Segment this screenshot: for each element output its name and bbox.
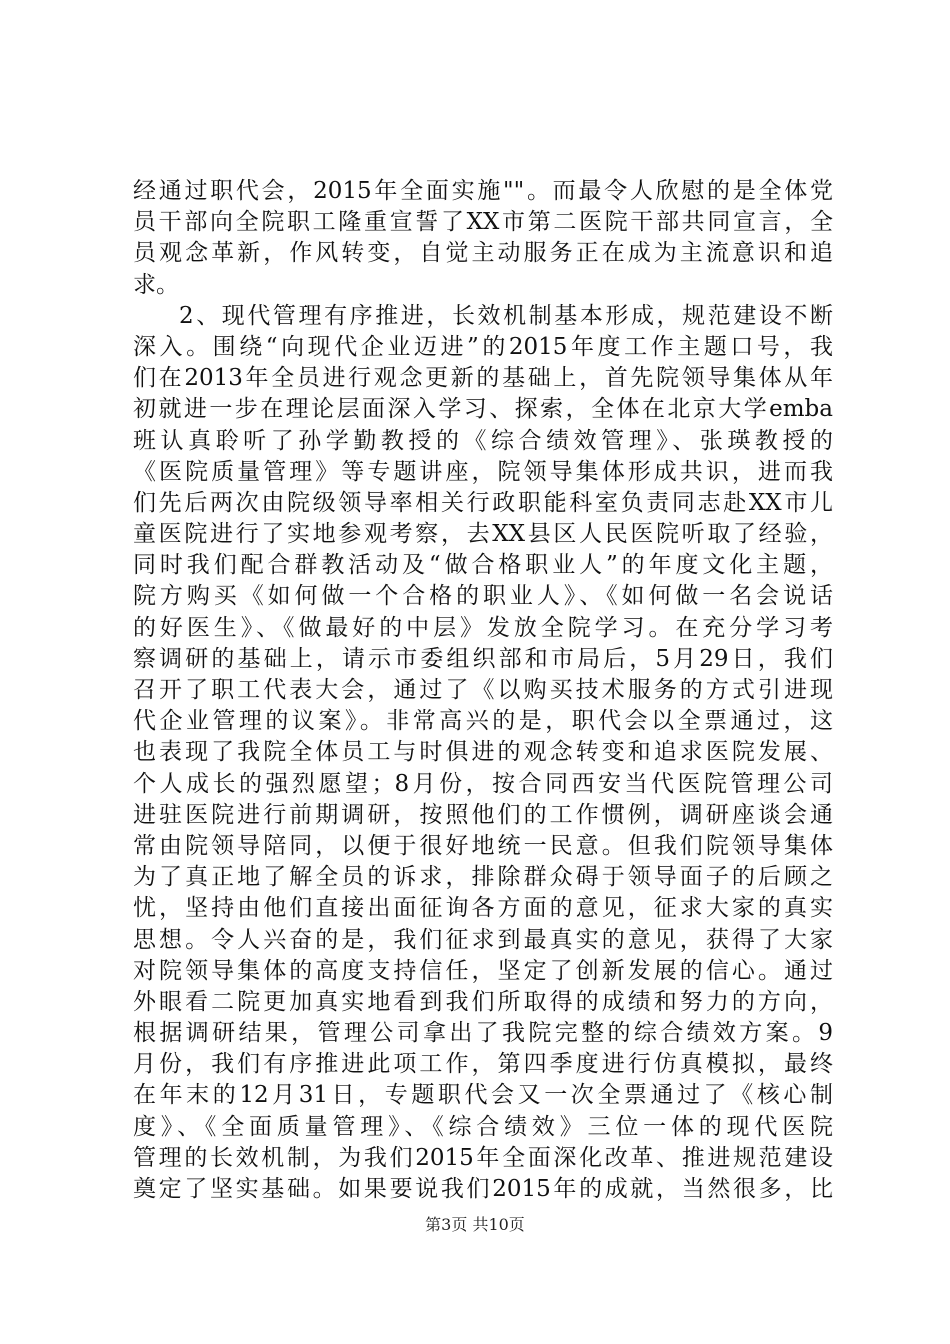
text-line: 们先后两次由院级领导率相关行政职能科室负责同志赴XX市儿 — [133, 489, 833, 516]
text-line: 《医院质量管理》等专题讲座，院领导集体形成共识，进而我 — [133, 458, 833, 485]
text-line: 深入。围绕“向现代企业迈进”的2015年度工作主题口号，我 — [133, 333, 833, 360]
text-line: 代企业管理的议案》。非常高兴的是，职代会以全票通过，这 — [133, 708, 833, 735]
text-line: 召开了职工代表大会，通过了《以购买技术服务的方式引进现 — [133, 677, 833, 703]
text-line: 们在2013年全员进行观念更新的基础上，首先院领导集体从年 — [133, 365, 833, 392]
text-line: 察调研的基础上，请示市委组织部和市局后，5月29日，我们 — [133, 645, 833, 672]
paragraph-first-line: 2、现代管理有序推进，长效机制基本形成，规范建设不断 — [179, 302, 833, 329]
text-line: 经通过职代会，2015年全面实施""。而最令人欣慰的是全体党 — [133, 178, 833, 204]
text-line: 思想。令人兴奋的是，我们征求到最真实的意见，获得了大家 — [133, 926, 833, 953]
text-line: 也表现了我院全体员工与时俱进的观念转变和追求医院发展、 — [133, 739, 833, 766]
text-line: 求。 — [133, 271, 179, 298]
text-line: 员观念革新，作风转变，自觉主动服务正在成为主流意识和追 — [133, 240, 833, 267]
text-line: 同时我们配合群教活动及“做合格职业人”的年度文化主题， — [133, 552, 833, 579]
text-line: 个人成长的强烈愿望；8月份，按合同西安当代医院管理公司 — [133, 770, 833, 797]
text-line: 奠定了坚实基础。如果要说我们2015年的成就，当然很多，比 — [133, 1176, 833, 1202]
text-line: 童医院进行了实地参观考察，去XX县区人民医院听取了经验， — [133, 521, 833, 548]
text-line: 院方购买《如何做一个合格的职业人》、《如何做一名会说话 — [133, 583, 833, 610]
text-line: 管理的长效机制，为我们2015年全面深化改革、推进规范建设 — [133, 1144, 833, 1171]
text-line: 进驻医院进行前期调研，按照他们的工作惯例，调研座谈会通 — [133, 801, 833, 828]
text-line: 的好医生》、《做最好的中层》发放全院学习。在充分学习考 — [133, 614, 833, 641]
text-line: 常由院领导陪同，以便于很好地统一民意。但我们院领导集体 — [133, 832, 833, 859]
text-line: 月份，我们有序推进此项工作，第四季度进行仿真模拟，最终 — [133, 1051, 833, 1078]
text-line: 班认真聆听了孙学勤教授的《综合绩效管理》、张瑛教授的 — [133, 427, 833, 454]
text-line: 初就进一步在理论层面深入学习、探索，全体在北京大学emba — [133, 396, 833, 423]
text-line: 员干部向全院职工隆重宣誓了XX市第二医院干部共同宣言，全 — [133, 209, 833, 236]
document-body — [133, 176, 833, 1205]
text-line: 根据调研结果，管理公司拿出了我院完整的综合绩效方案。9 — [133, 1020, 833, 1047]
text-line: 对院领导集体的高度支持信任，坚定了创新发展的信心。通过 — [133, 957, 833, 984]
text-line: 为了真正地了解全员的诉求，排除群众碍于领导面子的后顾之 — [133, 864, 833, 891]
text-line: 忧，坚持由他们直接出面征询各方面的意见，征求大家的真实 — [133, 895, 833, 922]
text-line: 外眼看二院更加真实地看到我们所取得的成绩和努力的方向， — [133, 988, 833, 1015]
text-line: 在年末的12月31日，专题职代会又一次全票通过了《核心制 — [133, 1082, 833, 1109]
page-number-footer: 第3页 共10页 — [425, 1215, 525, 1234]
text-line: 度》、《全面质量管理》、《综合绩效》三位一体的现代医院 — [133, 1113, 833, 1140]
